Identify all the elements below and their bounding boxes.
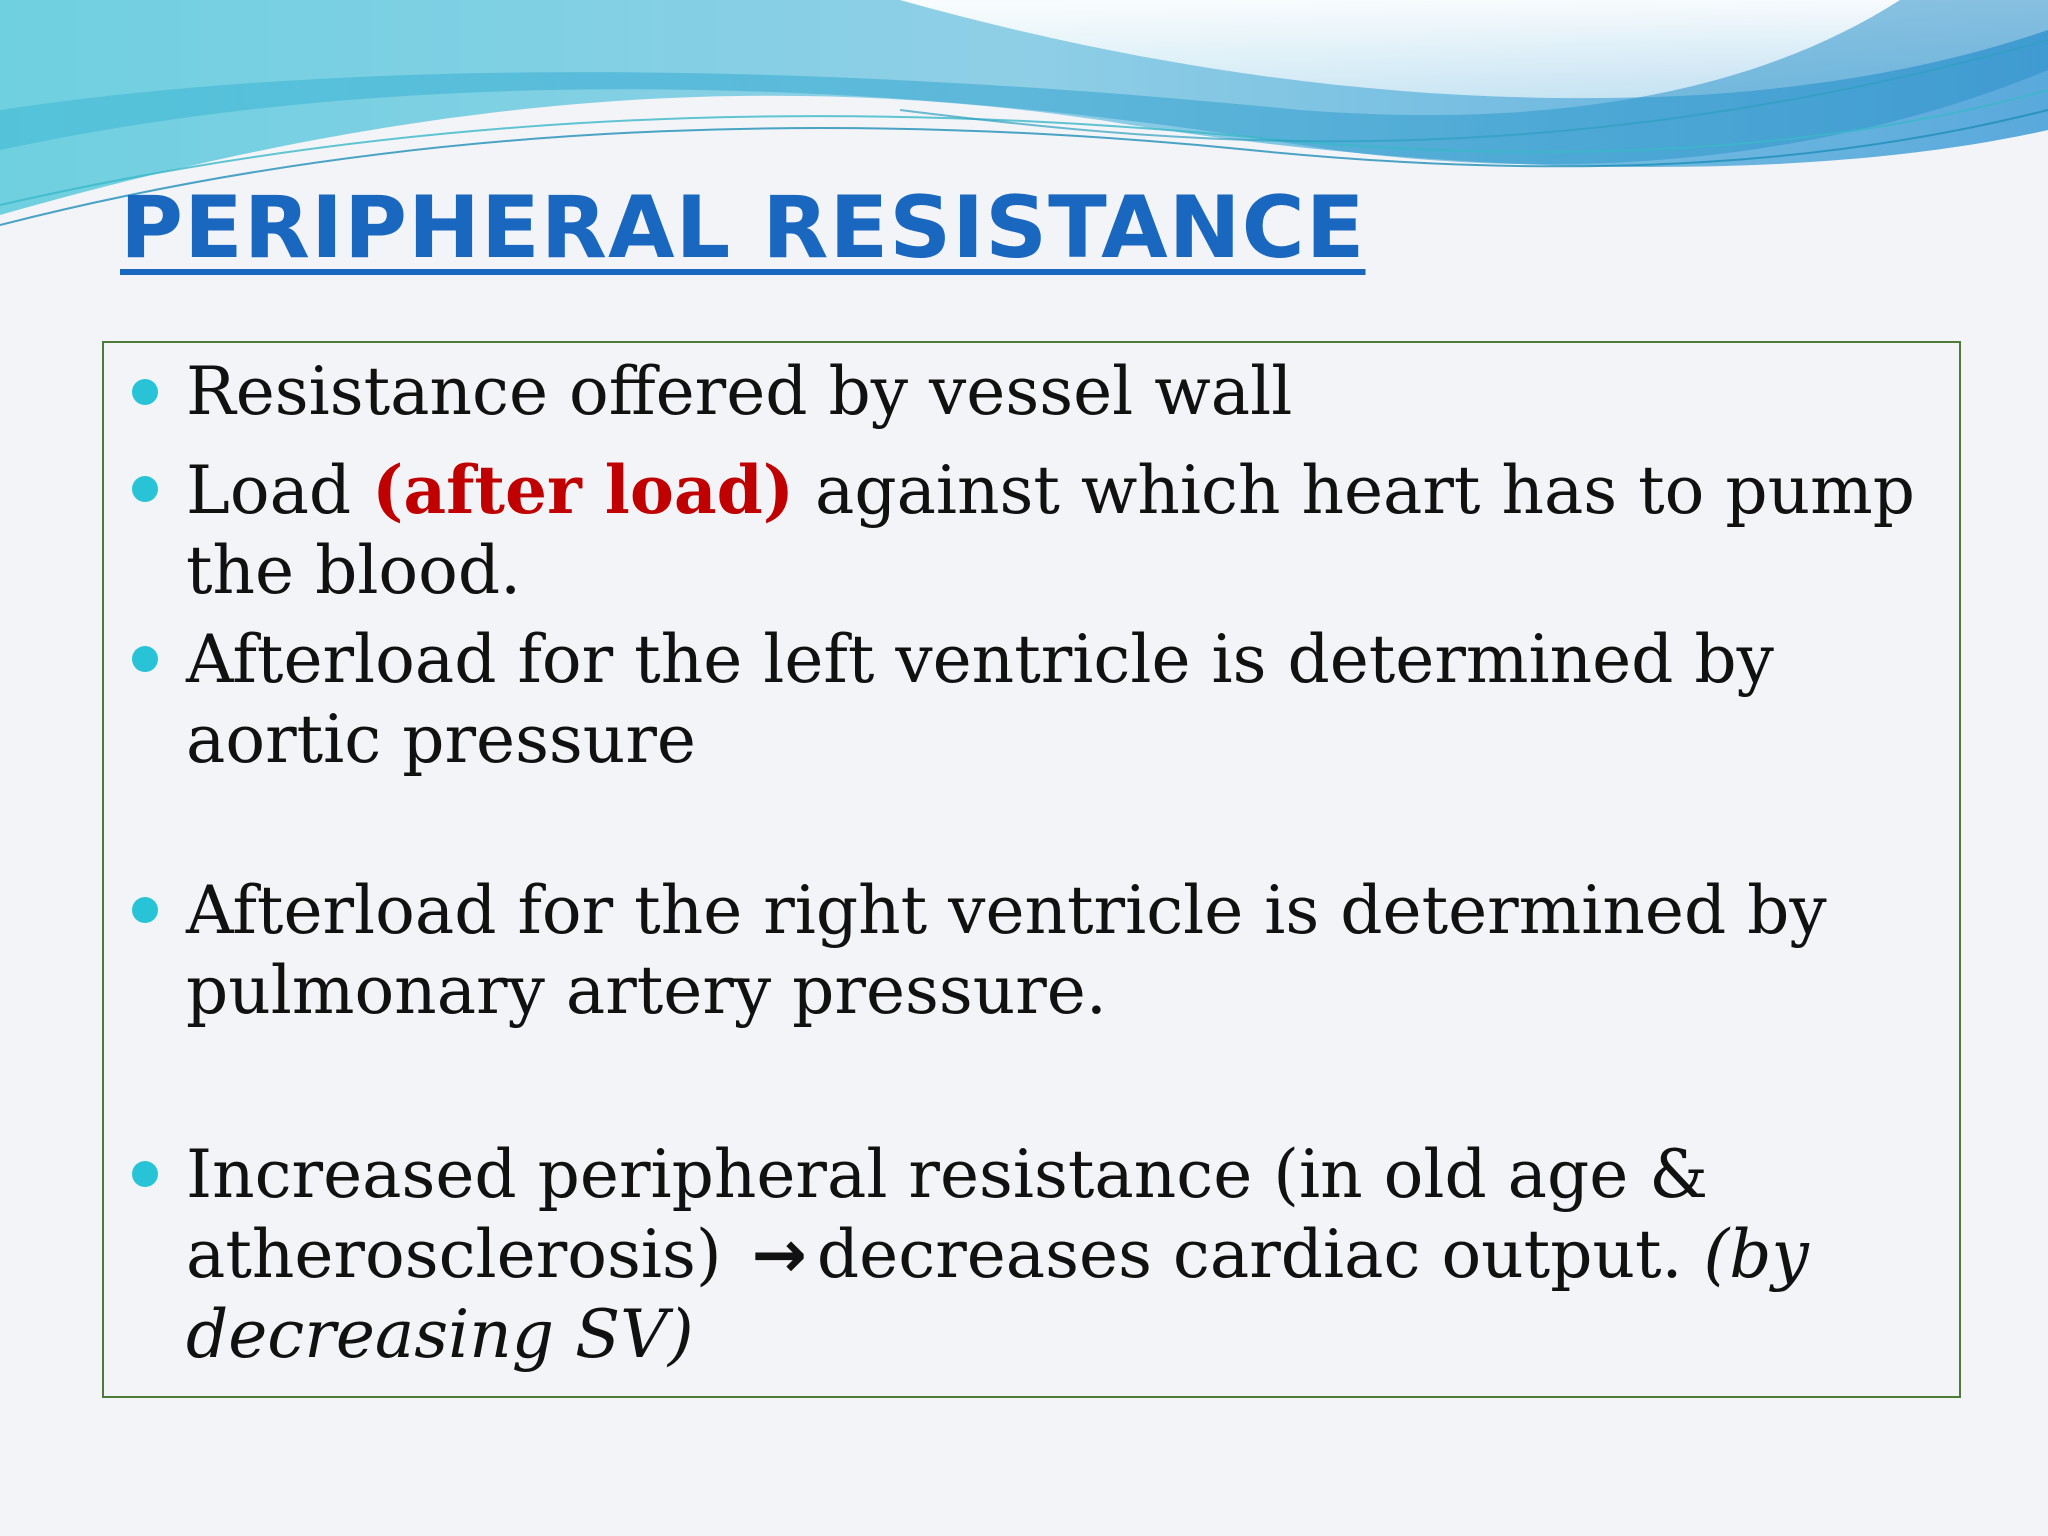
bullet-item — [186, 450, 1946, 611]
bullet-text-prefix: Load — [186, 452, 373, 529]
bullet-text-suffix: against which heart has to pump the blood. — [186, 452, 1915, 609]
bullet-text: Afterload for the left ventricle is determined by aortic pressure — [186, 621, 1774, 778]
bullet-italic-note: (by decreasing SV) — [186, 1216, 1809, 1373]
bullet-dot-icon — [132, 379, 158, 405]
bullet-item — [186, 353, 1946, 431]
bullet-item — [186, 1135, 1946, 1375]
bullet-dot-icon — [132, 1161, 158, 1187]
right-arrow-icon: → — [751, 1216, 807, 1293]
bullet-item — [186, 871, 1946, 1031]
content-box — [102, 341, 1961, 1398]
bullet-text: Afterload for the right ventricle is determined by pulmonary artery pressure. — [186, 872, 1827, 1029]
bullet-dot-icon — [132, 476, 158, 502]
bullet-item — [186, 620, 1946, 780]
bullet-dot-icon — [132, 646, 158, 672]
bullet-text-prefix: Increased peripheral resistance (in old age & atherosclerosis) — [186, 1136, 1709, 1293]
after-load-highlight: (after load) — [372, 451, 794, 529]
bullet-dot-icon — [132, 897, 158, 923]
bullet-text: Resistance offered by vessel wall — [186, 353, 1293, 430]
slide-title: PERIPHERAL RESISTANCE — [120, 178, 1366, 278]
bullet-text-suffix: decreases cardiac output. — [816, 1216, 1704, 1293]
